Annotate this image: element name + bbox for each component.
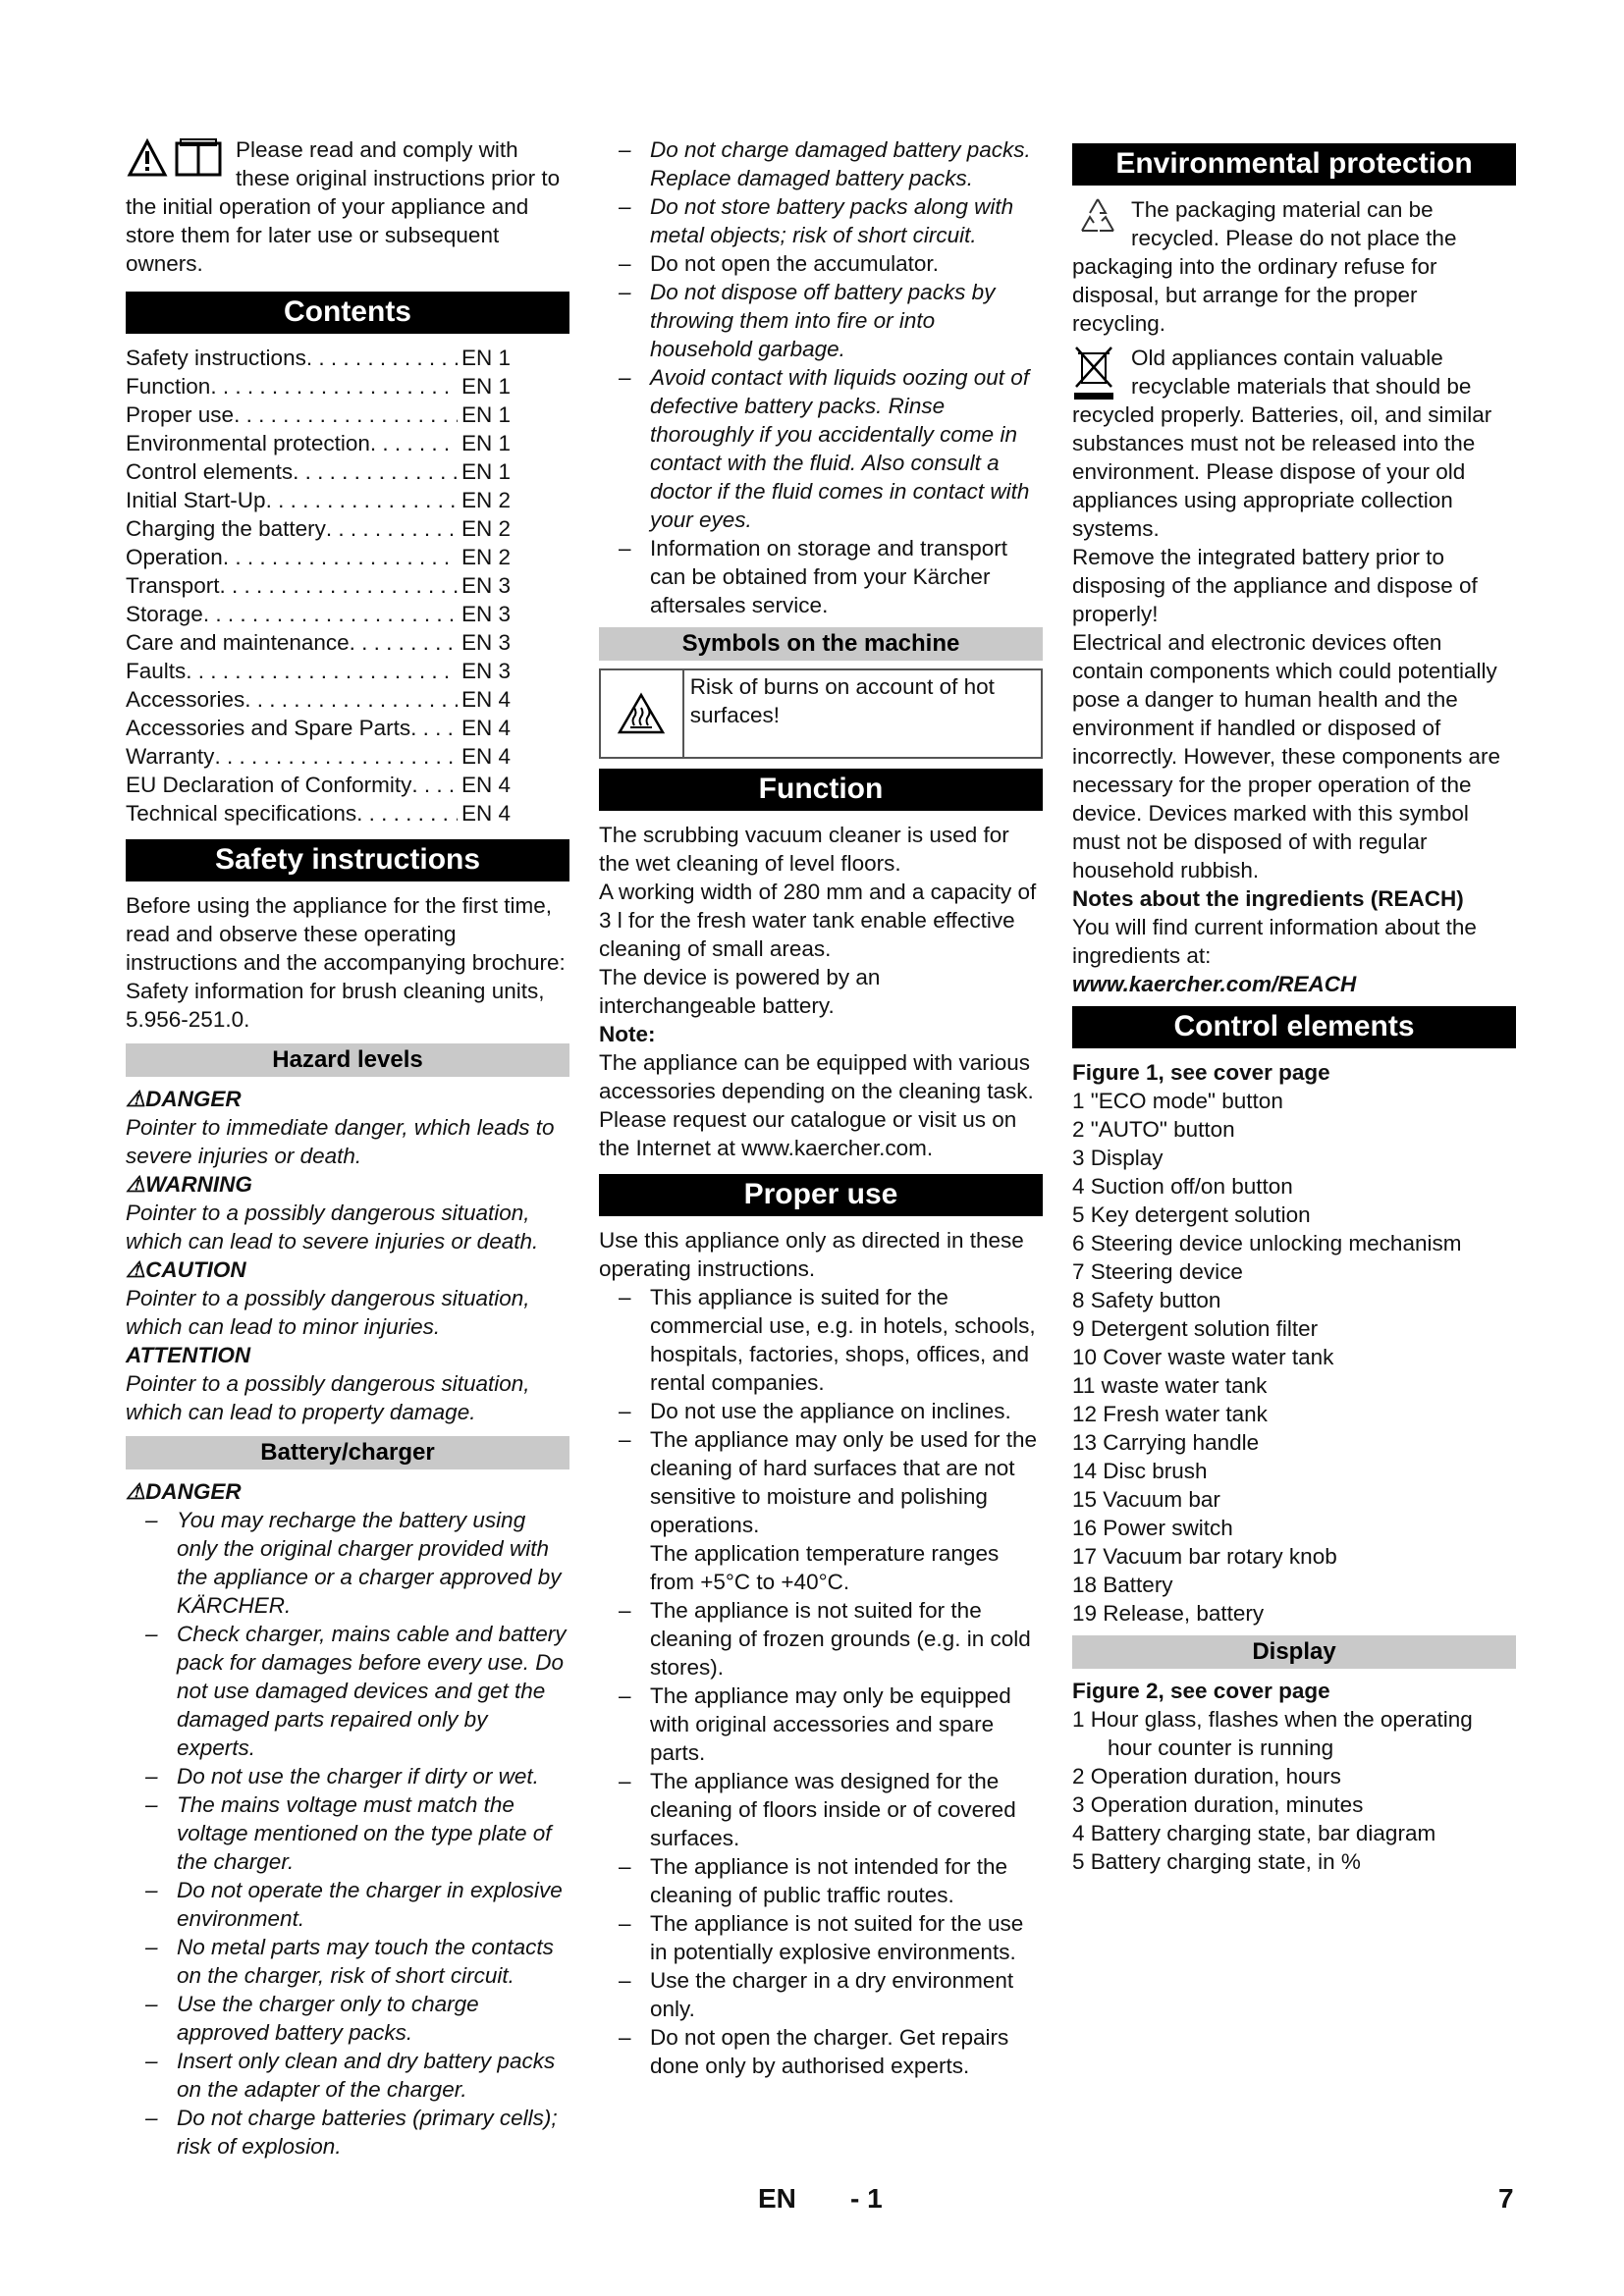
safety-heading: Safety instructions [126, 839, 569, 881]
list-dash: – [619, 1854, 631, 1879]
list-dash: – [619, 280, 631, 304]
hazard-level-name: ATTENTION [126, 1343, 251, 1367]
battery-list-item-text: Do not charge batteries (primary cells); risk of explosion. [177, 2106, 558, 2159]
control-element-item: 11 waste water tank [1072, 1373, 1268, 1398]
toc-entry[interactable] [126, 486, 569, 514]
battery-list-item-text: Do not operate the charger in explosive environment. [177, 1878, 563, 1931]
battery-list-item [599, 192, 1043, 249]
hazard-levels-heading: Hazard levels [126, 1043, 569, 1077]
toc-leader-dots [293, 457, 458, 486]
list-dash: – [619, 194, 631, 219]
hazard-level-name: CAUTION [145, 1257, 246, 1282]
toc-entry-page: EN 2 [460, 545, 511, 569]
battery-list-item [599, 135, 1043, 192]
list-dash: – [619, 251, 631, 276]
intro-text: Please read and comply with these original instructions prior to the initial operation of your appliance and store them for later use or subsequent owners. [126, 137, 561, 276]
column-1 [126, 135, 569, 2161]
battery-list-item [126, 2104, 569, 2161]
battery-list-item [126, 2047, 569, 2104]
battery-danger-text: DANGER [145, 1479, 242, 1504]
toc-leader-dots [306, 344, 458, 372]
crossed-bin-icon [1072, 344, 1127, 400]
controls-list [1072, 1087, 1516, 1628]
control-elements-heading: Control elements [1072, 1006, 1516, 1048]
battery-list-item-text: Do not dispose off battery packs by throwing them into fire or into household garbage. [650, 280, 996, 361]
environment-heading: Environmental protection [1072, 143, 1516, 186]
control-element-item: 17 Vacuum bar rotary knob [1072, 1544, 1337, 1569]
footer-lang: EN [758, 2183, 796, 2214]
toc-entry[interactable] [126, 628, 569, 657]
warning-icon: ⚠ [126, 1087, 146, 1111]
toc-entry-title: Proper use [126, 402, 235, 427]
toc-entry[interactable] [126, 429, 569, 457]
toc-entry-title: Storage [126, 602, 203, 626]
toc-entry[interactable] [126, 771, 569, 799]
toc-leader-dots [234, 400, 458, 429]
battery-charger-heading: Battery/charger [126, 1436, 569, 1469]
battery-list-item [126, 1790, 569, 1876]
list-dash: – [145, 1992, 158, 2016]
display-item: 2 Operation duration, hours [1072, 1764, 1341, 1789]
proper-use-item [599, 1283, 1043, 1397]
battery-list-item-text: Do not open the accumulator. [650, 251, 939, 276]
reach-heading: Notes about the ingredients (REACH) [1072, 886, 1464, 911]
toc-entry[interactable] [126, 714, 569, 742]
hazard-levels-list [126, 1085, 569, 1426]
env-p2: Old appliances contain valuable recyclable materials that should be recycled properly. Batteries, oil, and similar substances must not be released into the environment. Please dispose of your old appliances using appropriate collection systems. [1072, 346, 1492, 541]
control-element-item: 9 Detergent solution filter [1072, 1316, 1319, 1341]
control-element-item: 10 Cover waste water tank [1072, 1345, 1334, 1369]
toc-leader-dots [411, 771, 458, 799]
display-figure-caption: Figure 2, see cover page [1072, 1679, 1330, 1703]
display-item: 3 Operation duration, minutes [1072, 1792, 1364, 1817]
toc-entry[interactable] [126, 571, 569, 600]
battery-list-item [599, 363, 1043, 534]
toc-entry-page: EN 3 [460, 630, 511, 655]
proper-use-item [599, 1596, 1043, 1682]
toc-entry-title: Operation [126, 545, 223, 569]
proper-use-item [599, 1767, 1043, 1852]
hazard-level-label [126, 1170, 569, 1199]
function-note-label: Note: [599, 1022, 656, 1046]
reach-url[interactable]: www.kaercher.com/REACH [1072, 972, 1357, 996]
control-element-item: 1 "ECO mode" button [1072, 1089, 1283, 1113]
control-element-item: 8 Safety button [1072, 1288, 1221, 1312]
function-p4: Please request our catalogue or visit us on the Internet at www.kaercher.com. [599, 1107, 1017, 1160]
list-dash: – [145, 1622, 158, 1646]
toc-entry-page: EN 1 [460, 346, 511, 370]
proper-use-list [599, 1283, 1043, 2080]
toc-leader-dots [214, 742, 458, 771]
list-dash: – [145, 2106, 158, 2130]
proper-use-item [599, 1682, 1043, 1767]
toc-entry-title: Function [126, 374, 211, 399]
proper-use-item [599, 1966, 1043, 2023]
toc-entry-page: EN 1 [460, 374, 511, 399]
toc-entry-title: Environmental protection [126, 431, 370, 455]
toc-leader-dots [266, 486, 458, 514]
toc-entry[interactable] [126, 742, 569, 771]
warning-icon: ⚠ [126, 1257, 146, 1282]
list-dash: – [145, 1792, 158, 1817]
safety-intro: Before using the appliance for the first time, read and observe these operating instructions and the accompanying brochure: Safety information for brush cleaning units, 5.956-251.0. [126, 893, 566, 1032]
proper-use-item-text: The appliance is not suited for the cleaning of frozen grounds (e.g. in cold stores). [650, 1598, 1031, 1680]
proper-use-item-text: Do not open the charger. Get repairs done only by authorised experts. [650, 2025, 1009, 2078]
function-p1: The scrubbing vacuum cleaner is used for the wet cleaning of level floors. [599, 823, 1009, 876]
list-dash: – [619, 1769, 631, 1793]
battery-list-item [126, 1933, 569, 1990]
temperature-note: The application temperature ranges from +5°C to +40°C. [650, 1541, 1000, 1594]
proper-use-item [599, 1909, 1043, 1966]
symbols-table [599, 668, 1043, 759]
controls-figure-caption: Figure 1, see cover page [1072, 1060, 1330, 1085]
list-dash: – [619, 2025, 631, 2050]
reach-text: You will find current information about the ingredients at: [1072, 915, 1477, 968]
list-dash: – [145, 1508, 158, 1532]
toc-entry[interactable] [126, 657, 569, 685]
proper-use-item [599, 1852, 1043, 1909]
toc-leader-dots [370, 429, 458, 457]
toc-entry-page: EN 4 [460, 687, 511, 712]
recycling-icon [1072, 195, 1127, 239]
proper-use-item-text: Do not use the appliance on inclines. [650, 1399, 1011, 1423]
battery-list-item [126, 1762, 569, 1790]
battery-list-item-text: Insert only clean and dry battery packs on the adapter of the charger. [177, 2049, 556, 2102]
function-p3: The device is powered by an interchangeable battery. [599, 965, 881, 1018]
toc-entry-page: EN 3 [460, 573, 511, 598]
warning-icon: ⚠ [126, 1479, 146, 1504]
toc-leader-dots [326, 514, 458, 543]
proper-use-item [599, 2023, 1043, 2080]
hazard-level-text: Pointer to immediate danger, which leads to severe injuries or death. [126, 1115, 555, 1168]
weee-block [1072, 344, 1516, 543]
toc-entry-title: Warranty [126, 744, 215, 769]
warning-book-icon [126, 137, 236, 177]
warning-icon: ⚠ [126, 1172, 146, 1197]
display-item: 1 Hour glass, flashes when the operating hour counter is running [1072, 1707, 1473, 1760]
proper-use-item-text: The appliance may only be equipped with original accessories and spare parts. [650, 1683, 1011, 1765]
battery-list-item [126, 1876, 569, 1933]
toc-entry-title: EU Declaration of Conformity [126, 773, 412, 797]
toc-entry-page: EN 3 [460, 659, 511, 683]
list-dash: – [619, 1683, 631, 1708]
hazard-level-label [126, 1255, 569, 1284]
battery-list-item-text: Do not charge damaged battery packs. Replace damaged battery packs. [650, 137, 1031, 190]
env-p1: The packaging material can be recycled. Please do not place the packaging into the ordinary refuse for disposal, but arrange for the proper recycling. [1072, 197, 1457, 336]
list-dash: – [619, 1598, 631, 1623]
toc-entry-title: Faults [126, 659, 187, 683]
toc-leader-dots [186, 657, 458, 685]
battery-list-item-text: Avoid contact with liquids oozing out of defective battery packs. Rinse thoroughly if you accidentally come in contact with the fluid. Also consult a doctor if the fluid comes in contact with your eyes. [650, 365, 1030, 532]
control-element-item: 2 "AUTO" button [1072, 1117, 1235, 1142]
toc-entry-page: EN 3 [460, 602, 511, 626]
toc-entry[interactable] [126, 400, 569, 429]
toc-entry-title: Control elements [126, 459, 294, 484]
toc-entry-title: Care and maintenance [126, 630, 350, 655]
toc-entry-title: Transport [126, 573, 220, 598]
list-dash: – [619, 536, 631, 561]
proper-use-heading: Proper use [599, 1174, 1043, 1216]
hazard-level-name: WARNING [145, 1172, 252, 1197]
control-element-item: 7 Steering device [1072, 1259, 1243, 1284]
control-element-item: 18 Battery [1072, 1573, 1173, 1597]
toc-entry[interactable] [126, 799, 569, 828]
contents-heading: Contents [126, 292, 569, 334]
toc-entry[interactable] [126, 685, 569, 714]
battery-list-item-text: Information on storage and transport can be obtained from your Kärcher aftersales service. [650, 536, 1007, 617]
toc-entry[interactable] [126, 600, 569, 628]
control-element-item: 6 Steering device unlocking mechanism [1072, 1231, 1462, 1255]
list-dash: – [619, 1399, 631, 1423]
toc-entry-title: Accessories [126, 687, 245, 712]
toc-entry-page: EN 1 [460, 459, 511, 484]
battery-list-item-text: You may recharge the battery using only the original charger provided with the appliance or a charger approved by KÄRCHER. [177, 1508, 562, 1618]
read-manual-icons [126, 137, 236, 177]
list-dash: – [145, 1878, 158, 1902]
list-dash: – [145, 2049, 158, 2073]
toc-entry-page: EN 4 [460, 801, 511, 826]
toc-entry[interactable] [126, 344, 569, 372]
toc-leader-dots [223, 543, 458, 571]
battery-list-item [599, 278, 1043, 363]
toc-entry-page: EN 1 [460, 431, 511, 455]
battery-list-item-text: Check charger, mains cable and battery pack for damages before every use. Do not use damaged devices and get the damaged parts repaired only by experts. [177, 1622, 567, 1760]
list-dash: – [619, 365, 631, 390]
list-dash: – [145, 1935, 158, 1959]
control-element-item: 14 Disc brush [1072, 1459, 1208, 1483]
proper-use-item-text: The appliance may only be used for the cleaning of hard surfaces that are not sensitive to moisture and polishing operations. [650, 1427, 1037, 1537]
battery-list-item-text: Do not use the charger if dirty or wet. [177, 1764, 539, 1789]
battery-list-item [126, 1990, 569, 2047]
toc-entry-title: Charging the battery [126, 516, 326, 541]
battery-list-item [126, 1506, 569, 1620]
control-element-item: 15 Vacuum bar [1072, 1487, 1220, 1512]
recycling-block [1072, 195, 1516, 338]
proper-use-item-text: Use the charger in a dry environment only. [650, 1968, 1014, 2021]
proper-use-item-text: The appliance is not suited for the use in potentially explosive environments. [650, 1911, 1024, 1964]
toc-entry-page: EN 4 [460, 773, 511, 797]
toc-entry[interactable] [126, 543, 569, 571]
column-3 [1072, 135, 1516, 1876]
symbols-heading: Symbols on the machine [599, 627, 1043, 661]
battery-list-continued [599, 135, 1043, 619]
control-element-item: 3 Display [1072, 1146, 1164, 1170]
toc-leader-dots [203, 600, 458, 628]
toc-entry[interactable] [126, 514, 569, 543]
toc-leader-dots [350, 628, 458, 657]
battery-danger-label [126, 1477, 569, 1506]
toc-entry-title: Safety instructions [126, 346, 306, 370]
toc-entry-page: EN 1 [460, 402, 511, 427]
control-element-item: 19 Release, battery [1072, 1601, 1265, 1626]
list-dash: – [619, 1911, 631, 1936]
battery-list-item-text: Use the charger only to charge approved battery packs. [177, 1992, 479, 2045]
battery-list-item [599, 534, 1043, 619]
proper-use-item [599, 1397, 1043, 1425]
control-element-item: 4 Suction off/on button [1072, 1174, 1293, 1199]
list-dash: – [619, 1427, 631, 1452]
control-element-item: 13 Carrying handle [1072, 1430, 1260, 1455]
hazard-level-name: DANGER [145, 1087, 242, 1111]
proper-use-item [599, 1425, 1043, 1539]
function-note: The appliance can be equipped with various accessories depending on the cleaning task. [599, 1050, 1034, 1103]
hazard-level-text: Pointer to a possibly dangerous situation, which can lead to minor injuries. [126, 1286, 530, 1339]
list-dash: – [619, 1968, 631, 1993]
control-element-item: 16 Power switch [1072, 1516, 1233, 1540]
display-list [1072, 1705, 1516, 1876]
display-item: 4 Battery charging state, bar diagram [1072, 1821, 1436, 1845]
toc-leader-dots [210, 372, 458, 400]
battery-list-item-text: No metal parts may touch the contacts on the charger, risk of short circuit. [177, 1935, 554, 1988]
list-dash: – [145, 1764, 158, 1789]
battery-list-item-text: Do not store battery packs along with metal objects; risk of short circuit. [650, 194, 1014, 247]
list-dash: – [619, 137, 631, 162]
toc-entry[interactable] [126, 457, 569, 486]
battery-list [126, 1506, 569, 2161]
intro-block [126, 135, 569, 278]
control-element-item: 12 Fresh water tank [1072, 1402, 1268, 1426]
hazard-level-text: Pointer to a possibly dangerous situation, which can lead to property damage. [126, 1371, 530, 1424]
toc-entry[interactable] [126, 372, 569, 400]
proper-use-intro: Use this appliance only as directed in these operating instructions. [599, 1228, 1024, 1281]
toc-leader-dots [356, 799, 458, 828]
toc-entry-page: EN 2 [460, 488, 511, 512]
env-p3: Remove the integrated battery prior to disposing of the appliance and dispose of properly! [1072, 545, 1478, 626]
toc-leader-dots [410, 714, 458, 742]
proper-use-item-text: This appliance is suited for the commercial use, e.g. in hotels, schools, hospitals, factories, shops, offices, and rental companies. [650, 1285, 1036, 1395]
control-element-item: 5 Key detergent solution [1072, 1202, 1311, 1227]
list-dash: – [619, 1285, 631, 1309]
toc-entry-title: Technical specifications [126, 801, 357, 826]
hazard-level-label [126, 1085, 569, 1113]
env-p4: Electrical and electronic devices often contain components which could potentially pose a danger to human health and the environment if handled or disposed of incorrectly. However, these components are necessary for the proper operation of the device. Devices marked with this symbol must not be disposed of with regular household rubbish. [1072, 630, 1501, 882]
toc-entry-page: EN 4 [460, 744, 511, 769]
footer-page-number: 7 [1498, 2183, 1514, 2214]
footer-page-ref: - 1 [850, 2183, 883, 2214]
toc-list [126, 344, 569, 828]
battery-list-item-text: The mains voltage must match the voltage mentioned on the type plate of the charger. [177, 1792, 552, 1874]
display-item: 5 Battery charging state, in % [1072, 1849, 1361, 1874]
hot-surface-icon [601, 670, 684, 757]
toc-entry-page: EN 2 [460, 516, 511, 541]
toc-leader-dots [219, 571, 458, 600]
display-heading: Display [1072, 1635, 1516, 1669]
toc-entry-page: EN 4 [460, 716, 511, 740]
battery-list-item [599, 249, 1043, 278]
proper-use-item-text: The appliance is not intended for the cleaning of public traffic routes. [650, 1854, 1007, 1907]
proper-use-item-text: The appliance was designed for the cleaning of floors inside or of covered surfaces. [650, 1769, 1016, 1850]
function-p2: A working width of 280 mm and a capacity of 3 l for the fresh water tank enable effective cleaning of small areas. [599, 880, 1037, 961]
column-2 [599, 135, 1043, 2080]
toc-entry-title: Initial Start-Up [126, 488, 266, 512]
hot-surface-text: Risk of burns on account of hot surfaces! [689, 674, 995, 727]
battery-list-item [126, 1620, 569, 1762]
toc-leader-dots [244, 685, 458, 714]
hazard-level-label [126, 1341, 569, 1369]
hazard-level-text: Pointer to a possibly dangerous situation, which can lead to severe injuries or death. [126, 1201, 539, 1254]
toc-entry-title: Accessories and Spare Parts [126, 716, 411, 740]
function-heading: Function [599, 769, 1043, 811]
